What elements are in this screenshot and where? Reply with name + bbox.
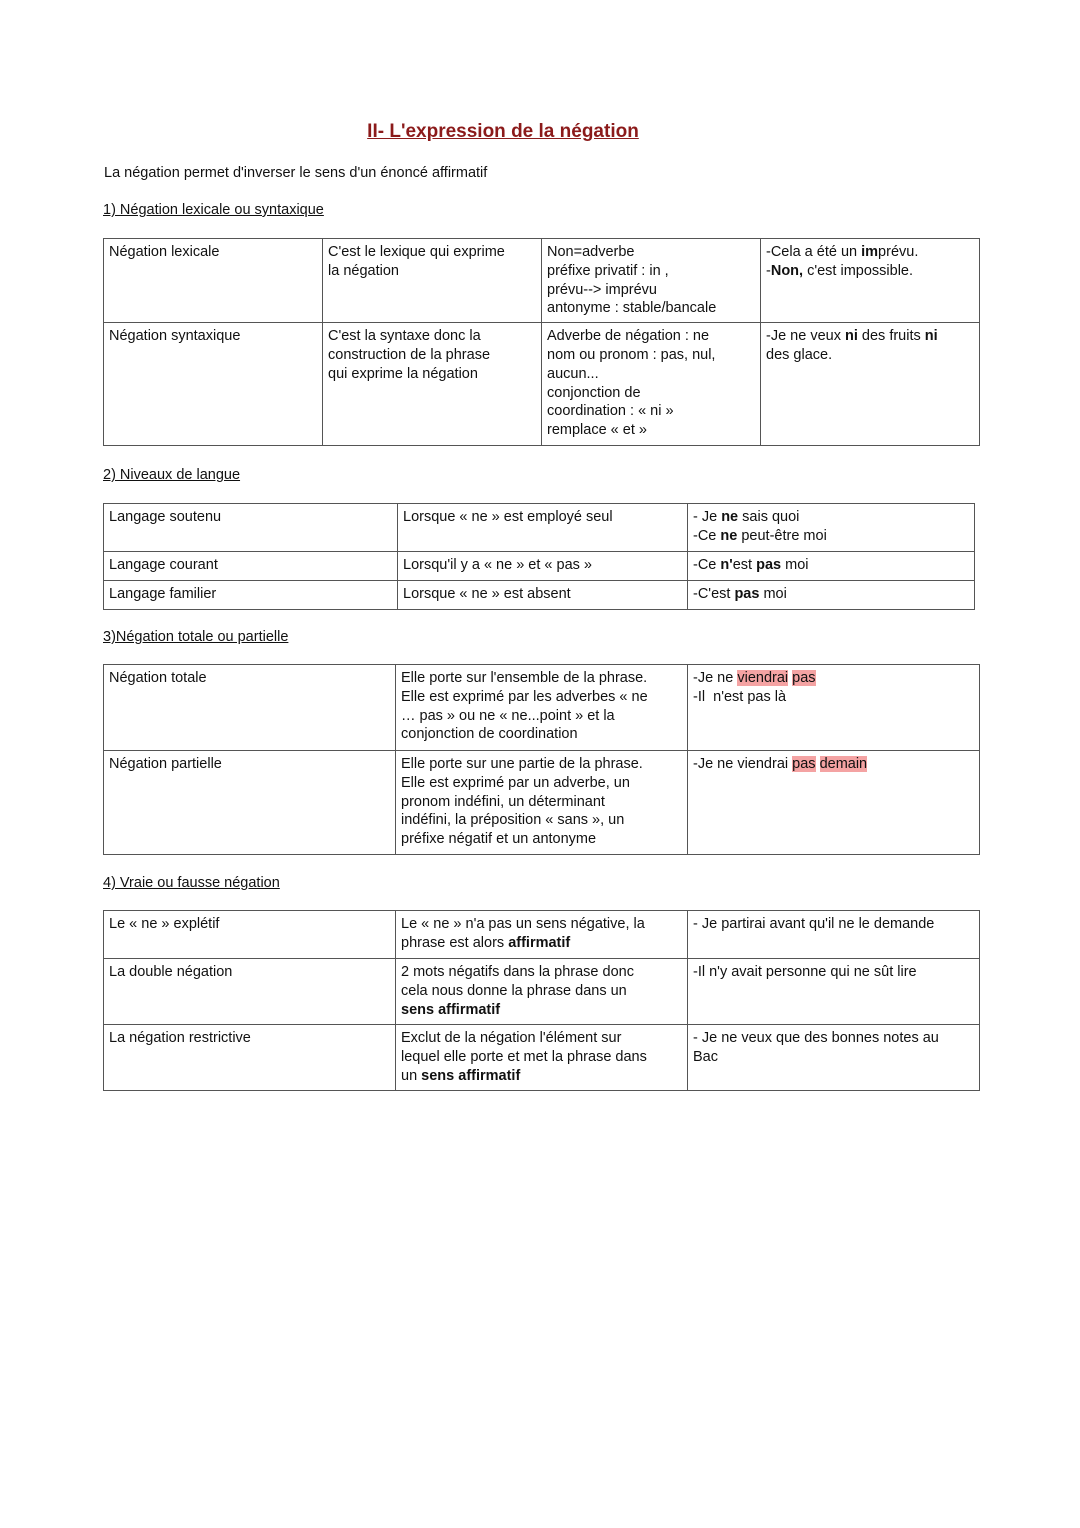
text-segment: Lorsque « ne » est employé seul: [403, 509, 613, 525]
cell-moyens: [542, 239, 761, 323]
text-segment: Elle porte sur l'ensemble de la phrase.: [401, 670, 648, 686]
bold-text: n': [720, 557, 733, 573]
bold-text: sens affirmatif: [421, 1067, 521, 1084]
cell-line: [403, 556, 682, 575]
cell-line: [401, 1001, 682, 1020]
cell-regle: [398, 504, 688, 552]
cell-line: [109, 669, 390, 688]
cell-line: [766, 346, 974, 365]
cell-line: [547, 299, 755, 318]
cell-line: [401, 963, 682, 982]
table-totale-partielle: [103, 664, 980, 855]
text-segment: Non=adverbe: [547, 244, 635, 260]
cell-line: [109, 243, 317, 262]
highlighted-text: viendrai: [737, 670, 789, 686]
cell-line: [693, 556, 969, 575]
cell-line: [401, 725, 682, 744]
cell-line: [403, 585, 682, 604]
cell-definition: [396, 665, 688, 751]
text-segment: -Ce: [693, 527, 721, 544]
page-title: II- L'expression de la négation: [367, 121, 639, 142]
text-segment: -Je ne veux: [766, 328, 845, 345]
cell-line: [693, 688, 974, 707]
highlighted-text: demain: [819, 756, 868, 772]
text-segment: -Ce: [693, 557, 721, 573]
table-row: [104, 581, 975, 610]
cell-line: [328, 365, 536, 384]
cell-line: [693, 527, 969, 546]
cell-line: [109, 556, 392, 575]
cell-line: [547, 243, 755, 262]
text-segment: Elle est exprimé par un adverbe, un: [401, 774, 630, 791]
text-segment: construction de la phrase: [328, 346, 491, 363]
cell-niveau: [104, 504, 398, 552]
cell-line: [547, 402, 755, 421]
table-row: [104, 1025, 980, 1091]
text-segment: Bac: [693, 1048, 718, 1065]
cell-line: [766, 262, 974, 281]
text-segment: c'est impossible.: [803, 262, 914, 279]
text-segment: sais quoi: [738, 509, 800, 525]
text-segment: La double négation: [109, 964, 233, 980]
cell-line: [401, 1067, 682, 1086]
table-row: [104, 751, 980, 855]
cell-line: [401, 688, 682, 707]
text-segment: un: [401, 1067, 422, 1084]
text-segment: la négation: [328, 262, 399, 279]
cell-line: [328, 262, 536, 281]
cell-definition: [396, 959, 688, 1025]
text-segment: conjonction de: [547, 384, 641, 401]
cell-line: [547, 281, 755, 300]
cell-line: [547, 421, 755, 440]
cell-line: [693, 915, 974, 934]
text-segment: Adverbe de négation : ne: [547, 328, 710, 345]
cell-line: [401, 1029, 682, 1048]
cell-line: [693, 1029, 974, 1048]
text-segment: des fruits: [857, 328, 925, 345]
cell-type: [104, 959, 396, 1025]
cell-line: [109, 1029, 390, 1048]
cell-line: [547, 346, 755, 365]
cell-line: [109, 915, 390, 934]
cell-line: [401, 1048, 682, 1067]
text-segment: Langage soutenu: [109, 509, 222, 525]
table-row: [104, 665, 980, 751]
text-segment: qui exprime la négation: [328, 365, 478, 382]
table-row: [104, 239, 980, 323]
text-segment: La négation restrictive: [109, 1030, 251, 1046]
section-heading-niveaux-de-langue: 2) Niveaux de langue: [103, 467, 241, 483]
cell-line: [401, 830, 682, 849]
text-segment: -Je ne: [693, 670, 738, 686]
table-row: [104, 504, 975, 552]
text-segment: coordination : « ni »: [547, 403, 674, 420]
text-segment: antonyme : stable/bancale: [547, 300, 717, 317]
section-heading-lexicale-syntaxique: 1) Négation lexicale ou syntaxique: [103, 202, 324, 218]
cell-type: [104, 239, 323, 323]
text-segment: conjonction de coordination: [401, 726, 578, 743]
cell-line: [766, 243, 974, 262]
cell-type: [104, 751, 396, 855]
cell-exemple: [688, 911, 980, 959]
bold-text: ni: [924, 328, 938, 345]
cell-definition: [323, 239, 542, 323]
table-niveaux-de-langue: [103, 503, 975, 610]
bold-text: im: [861, 244, 879, 260]
text-segment: moi: [781, 557, 809, 573]
cell-line: [547, 327, 755, 346]
text-segment: Lorsque « ne » est absent: [403, 586, 571, 602]
cell-line: [766, 327, 974, 346]
cell-regle: [398, 581, 688, 610]
cell-line: [401, 755, 682, 774]
cell-exemple: [688, 665, 980, 751]
cell-line: [547, 365, 755, 384]
text-segment: nom ou pronom : pas, nul,: [547, 346, 716, 363]
text-segment: cela nous donne la phrase dans un: [401, 982, 627, 999]
cell-line: [401, 793, 682, 812]
cell-line: [401, 934, 682, 953]
text-segment: Négation lexicale: [109, 244, 220, 260]
bold-text: affirmatif: [508, 934, 571, 951]
text-segment: -Il n'y avait personne qui ne sût lire: [693, 964, 917, 980]
cell-niveau: [104, 581, 398, 610]
cell-line: [109, 755, 390, 774]
cell-definition: [396, 751, 688, 855]
section-heading-vraie-fausse: 4) Vraie ou fausse négation: [103, 875, 280, 891]
cell-exemple: [761, 239, 980, 323]
bold-text: pas: [734, 586, 760, 602]
cell-definition: [323, 323, 542, 446]
text-segment: - Je partirai avant qu'il ne le demande: [693, 916, 935, 932]
cell-exemple: [688, 552, 975, 581]
cell-type: [104, 1025, 396, 1091]
cell-line: [401, 982, 682, 1001]
text-segment: Le « ne » explétif: [109, 916, 220, 932]
highlighted-text: pas: [792, 756, 816, 772]
text-segment: Langage familier: [109, 586, 217, 602]
text-segment: Elle est exprimé par les adverbes « ne: [401, 688, 648, 705]
cell-niveau: [104, 552, 398, 581]
text-segment: peut-être moi: [737, 527, 827, 544]
cell-type: [104, 665, 396, 751]
cell-exemple: [688, 504, 975, 552]
cell-line: [109, 585, 392, 604]
text-segment: -C'est: [693, 586, 735, 602]
text-segment: C'est la syntaxe donc la: [328, 328, 481, 345]
cell-line: [328, 327, 536, 346]
cell-exemple: [688, 751, 980, 855]
text-segment: aucun...: [547, 365, 599, 382]
text-segment: -Je ne viendrai: [693, 756, 793, 772]
cell-line: [693, 669, 974, 688]
cell-line: [693, 585, 969, 604]
text-segment: des glace.: [766, 346, 833, 363]
cell-type: [104, 323, 323, 446]
cell-definition: [396, 1025, 688, 1091]
table-row: [104, 323, 980, 446]
cell-line: [401, 707, 682, 726]
bold-text: ne: [721, 509, 739, 525]
text-segment: lequel elle porte et met la phrase dans: [401, 1048, 647, 1065]
intro-text: La négation permet d'inverser le sens d'un énoncé affirmatif: [104, 165, 488, 181]
text-segment: … pas » ou ne « ne...point » et la: [401, 707, 615, 724]
cell-exemple: [688, 959, 980, 1025]
cell-line: [401, 669, 682, 688]
cell-line: [693, 963, 974, 982]
cell-line: [693, 755, 974, 774]
text-segment: Exclut de la négation l'élément sur: [401, 1030, 622, 1046]
cell-line: [109, 508, 392, 527]
cell-line: [109, 327, 317, 346]
text-segment: phrase est alors: [401, 934, 509, 951]
cell-line: [109, 963, 390, 982]
cell-line: [401, 774, 682, 793]
cell-exemple: [688, 581, 975, 610]
bold-text: pas: [756, 557, 782, 573]
text-segment: Elle porte sur une partie de la phrase.: [401, 756, 643, 772]
text-segment: 2 mots négatifs dans la phrase donc: [401, 964, 634, 980]
cell-regle: [398, 552, 688, 581]
text-segment: Langage courant: [109, 557, 218, 573]
text-segment: prévu--> imprévu: [547, 281, 657, 298]
text-segment: -Cela a été un: [766, 244, 862, 260]
cell-moyens: [542, 323, 761, 446]
text-segment: préfixe négatif et un antonyme: [401, 831, 597, 848]
cell-definition: [396, 911, 688, 959]
cell-line: [403, 508, 682, 527]
bold-text: ne: [720, 527, 738, 544]
text-segment: indéfini, la préposition « sans », un: [401, 812, 625, 829]
text-segment: Négation totale: [109, 670, 207, 686]
text-segment: est: [732, 557, 757, 573]
text-segment: - Je: [693, 509, 722, 525]
text-segment: préfixe privatif : in ,: [547, 262, 669, 279]
bold-text: sens affirmatif: [401, 1001, 501, 1018]
table-row: [104, 959, 980, 1025]
table-row: [104, 911, 980, 959]
cell-line: [328, 243, 536, 262]
text-segment: C'est le lexique qui exprime: [328, 244, 505, 260]
text-segment: prévu.: [878, 244, 919, 260]
cell-line: [547, 262, 755, 281]
cell-line: [547, 384, 755, 403]
text-segment: -Il n'est pas là: [693, 688, 787, 705]
cell-exemple: [761, 323, 980, 446]
text-segment: [816, 756, 820, 772]
cell-type: [104, 911, 396, 959]
bold-text: Non,: [770, 262, 804, 279]
text-segment: -: [766, 262, 771, 279]
cell-line: [693, 508, 969, 527]
cell-exemple: [688, 1025, 980, 1091]
cell-line: [693, 1048, 974, 1067]
cell-line: [401, 811, 682, 830]
text-segment: Négation syntaxique: [109, 328, 241, 345]
text-segment: moi: [759, 586, 787, 602]
cell-line: [401, 915, 682, 934]
text-segment: pronom indéfini, un déterminant: [401, 793, 605, 810]
text-segment: Le « ne » n'a pas un sens négative, la: [401, 916, 645, 932]
bold-text: ni: [845, 328, 858, 345]
table-row: [104, 552, 975, 581]
section-heading-totale-partielle: 3)Négation totale ou partielle: [103, 629, 289, 645]
table-vraie-fausse: [103, 910, 980, 1091]
text-segment: - Je ne veux que des bonnes notes au: [693, 1030, 939, 1046]
text-segment: Négation partielle: [109, 756, 222, 772]
highlighted-text: pas: [792, 670, 816, 686]
cell-line: [328, 346, 536, 365]
text-segment: Lorsqu'il y a « ne » et « pas »: [403, 557, 592, 573]
table-lexicale-syntaxique: [103, 238, 980, 446]
text-segment: remplace « et »: [547, 422, 647, 439]
